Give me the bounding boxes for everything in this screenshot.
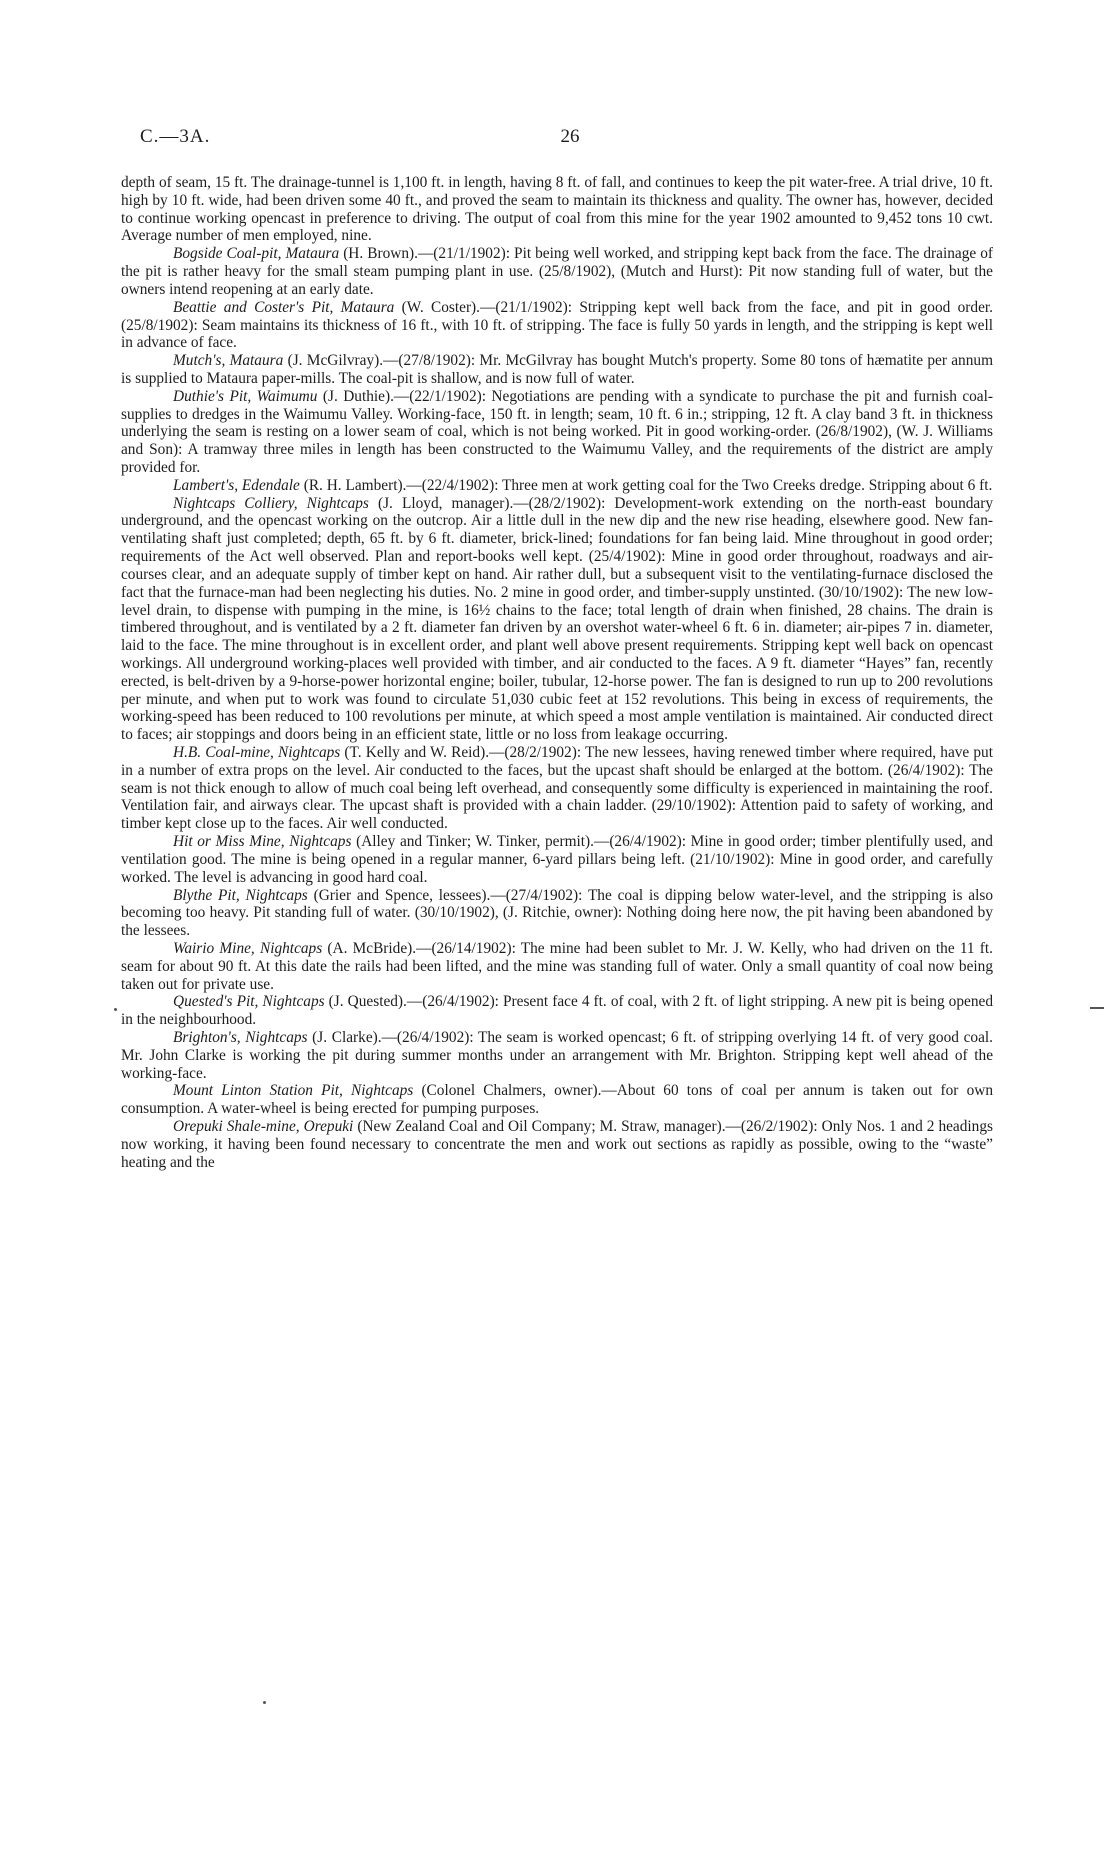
opening-paragraph: depth of seam, 15 ft. The drainage-tunnel is 1,100 ft. in length, having 8 ft. of fall, and continues to keep the pit water-free. A trial drive, 10 ft. high by 10 ft. wide, had been driven some 40 ft., and proved the seam to maintain its thickness and quality. The owner has, however, decided to continue working opencast in preference to driving. The output of coal from this mine for the year 1902 amounted to 9,452 tons 10 cwt. Average number of men employed, nine. — [121, 174, 993, 245]
entry-title: Bogside Coal-pit, Mataura — [173, 245, 340, 263]
entry-text: (Grier and Spence, lessees).—(27/4/1902): The coal is dipping below water-level, and the stripping is also becoming too heavy. Pit standing full of water. (30/10/1902), (J. Ritchie, owner): Nothing doing here now, the pit having been abandoned by the lessees. — [121, 886, 993, 940]
entry-quested — [121, 993, 993, 1029]
page-number: 26 — [560, 126, 580, 147]
entry-text: (H. Brown).—(21/1/1902): Pit being well worked, and stripping kept back from the face. The drainage of the pit is rather heavy for the small steam pumping plant in use. (25/8/1902), (Mutch and Hurst): Pit now standing full of water, but the owners intend reopening at an early date. — [121, 245, 993, 298]
entry-orepuki — [121, 1118, 993, 1171]
entry-mutch — [121, 352, 993, 388]
scan-mark — [114, 1008, 117, 1011]
entry-hit-or-miss — [121, 833, 993, 886]
entry-nightcaps-colliery — [121, 495, 993, 744]
entry-text: (Colonel Chalmers, owner).—About 60 tons of coal per annum is taken out for own consumption. A water-wheel is being erected for pumping purposes. — [121, 1082, 993, 1118]
entry-title: Duthie's Pit, Waimumu — [173, 387, 318, 405]
entry-title: Quested's Pit, Nightcaps — [173, 993, 325, 1011]
entry-text: (J. Lloyd, manager).—(28/2/1902): Development-work extending on the north-east boundary underground, and the opencast working on the outcrop. Air a little dull in the new dip and the new rise heading, elsewhere good. New fan-ventilating shaft just completed; depth, 65 ft. by 6 ft. diameter, brick-lined; foundations for fan being laid. Mine throughout in good order; requirements of the Act well observed. Plan and report-books well kept. (25/4/1902): Mine in good order throughout, roadways and air-courses clear, and an adequate supply of timber kept on hand. Air rather dull, but a subsequent visit to the ventilating-furnace disclosed the fact that the furnace-man had been neglecting his duties. No. 2 mine in good order, and timber-supply unstinted. (30/10/1902): The new low-level drain, to dispense with pumping in the mine, is 16½ chains to the face; total length of drain when finished, 28 chains. The drain is timbered throughout, and is ventilated by a 2 ft. diameter fan driven by an overshot water-wheel 6 ft. 6 in. diameter; air-pipes 7 in. diameter, laid to the face. The mine throughout is in excellent order, and plant well above present requirements. Stripping kept well back on opencast workings. All underground working-places well provided with timber, and air conducted to the faces. A 9 ft. diameter “Hayes” fan, recently erected, is belt-driven by a 9-horse-power horizontal engine; boiler, tubular, 12-horse power. The fan is designed to run up to 200 revolutions per minute, and when put to work was found to circulate 51,030 cubic feet at 152 revolutions. This being in excess of requirements, the working-speed has been reduced to 100 revolutions per minute, at which speed a most ample ventilation is maintained. Air conducted direct to faces; air stoppings and doors being in an efficient state, little or no loss from leakage occurring. — [121, 494, 994, 744]
page-header — [140, 126, 1000, 156]
entry-title: Wairio Mine, Nightcaps — [173, 939, 323, 957]
entry-text: (J. McGilvray).—(27/8/1902): Mr. McGilvray has bought Mutch's property. Some 80 tons of hæmatite per annum is supplied to Mataura paper-mills. The coal-pit is shallow, and is now full of water. — [121, 352, 994, 387]
entry-bogside — [121, 245, 993, 298]
entry-wairio — [121, 940, 993, 993]
entry-text: (W. Coster).—(21/1/1902): Stripping kept well back from the face, and pit in good order. (25/8/1902): Seam maintains its thickness of 16 ft., with 10 ft. of stripping. The face is fully 50 yards in length, and the stripping is kept well in advance of face. — [121, 298, 993, 352]
scan-mark — [1090, 1007, 1104, 1009]
entry-mount-linton — [121, 1082, 993, 1118]
entry-text: (R. H. Lambert).—(22/4/1902): Three men at work getting coal for the Two Creeks dredge. Stripping about 6 ft. — [299, 476, 993, 494]
entry-text: (J. Clarke).—(26/4/1902): The seam is worked opencast; 6 ft. of stripping overlying 14 ft. of very good coal. Mr. John Clarke is working the pit during summer months under an arrangement with Mr. Brighton. Stripping kept well ahead of the working-face. — [121, 1029, 993, 1082]
entry-blythe — [121, 887, 993, 940]
document-reference: C.—3A. — [140, 126, 211, 147]
entry-title: Mutch's, Mataura — [173, 352, 284, 370]
scan-mark — [263, 1701, 266, 1704]
entry-text: (Alley and Tinker; W. Tinker, permit).—(26/4/1902): Mine in good order; timber plentifully used, and ventilation good. The mine is being opened in a regular manner, 6-yard pillars being left. (21/10/1902): Mine in good order, and carefully worked. The level is advancing in good hard coal. — [121, 833, 993, 886]
entry-beattie-coster — [121, 299, 993, 352]
entry-title: Lambert's, Edendale — [173, 476, 300, 494]
entry-title: Blythe Pit, Nightcaps — [173, 886, 308, 904]
entry-title: Hit or Miss Mine, Nightcaps — [173, 833, 352, 851]
entry-text: (New Zealand Coal and Oil Company; M. Straw, manager).—(26/2/1902): Only Nos. 1 and 2 headings now working, it having been found necessary to concentrate the men and work out sections as rapidly as possible, owing to the “waste” heating and the — [121, 1118, 993, 1171]
entry-text: (A. McBride).—(26/14/1902): The mine had been sublet to Mr. J. W. Kelly, who had driven on the 11 ft. seam for about 90 ft. At this date the rails had been lifted, and the mine was standing full of water. Only a small quantity of coal now being taken out for private use. — [121, 939, 994, 993]
entry-text: (J. Duthie).—(22/1/1902): Negotiations are pending with a syndicate to purchase the pit and furnish coal-supplies to dredges in the Waimumu Valley. Working-face, 150 ft. in length; seam, 10 ft. 6 in.; stripping, 12 ft. A clay band 3 ft. in thickness underlying the seam is resting on a lower seam of coal, which is not being worked. Pit in good working-order. (26/8/1902), (W. J. Williams and Son): A tramway three miles in length has been constructed to the Waimumu Valley, and the requirements of the district are amply provided for. — [121, 387, 993, 476]
entry-lambert — [121, 477, 993, 495]
entry-title: Orepuki Shale-mine, Orepuki — [173, 1118, 354, 1136]
entry-title: H.B. Coal-mine, Nightcaps — [173, 744, 341, 761]
entry-title: Brighton's, Nightcaps — [173, 1029, 308, 1046]
entry-text: (T. Kelly and W. Reid).—(28/2/1902): The new lessees, having renewed timber where required, have put in a number of extra props on the level. Air conducted to the faces, but the upcast shaft should be enlarged at the bottom. (26/4/1902): The seam is not thick enough to allow of much coal being left overhead, and consequently some difficulty is experienced in maintaining the roof. Ventilation fair, and airways clear. The upcast shaft is provided with a chain ladder. (29/10/1902): Attention paid to safety of working, and timber kept close up to the faces. Air well conducted. — [121, 744, 993, 833]
entry-duthie — [121, 388, 993, 477]
entry-brighton — [121, 1029, 993, 1082]
entry-hb-coal-mine — [121, 744, 993, 833]
entry-title: Mount Linton Station Pit, Nightcaps — [173, 1082, 414, 1100]
entry-title: Nightcaps Colliery, Nightcaps — [173, 494, 369, 512]
entry-title: Beattie and Coster's Pit, Mataura — [173, 298, 395, 316]
entry-text: (J. Quested).—(26/4/1902): Present face 4 ft. of coal, with 2 ft. of light stripping. A new pit is being opened in the neighbourhood. — [121, 993, 993, 1029]
body-text — [121, 174, 993, 1172]
